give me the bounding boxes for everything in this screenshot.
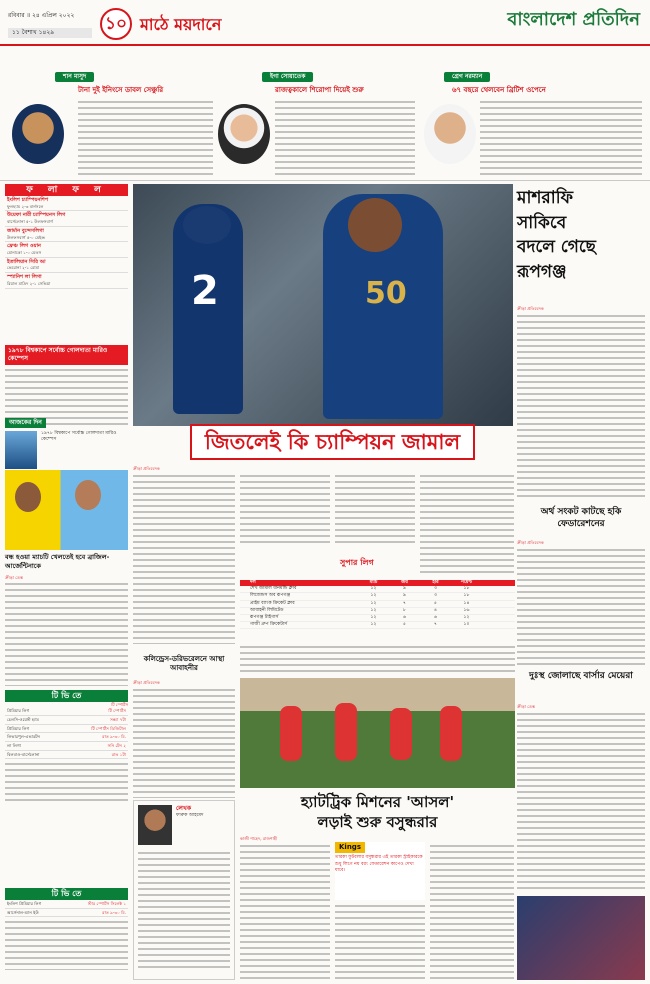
cell: ১২ (370, 593, 377, 599)
today-text: ১৯৭৮ বিশ্বকাপে সর্বোচ্চ গোলদাতা মারিও কেম্পেস (41, 431, 117, 443)
cell: ৬ (434, 614, 437, 620)
author-name: ফারুক আহমেদ (176, 813, 204, 819)
cell: ১৪ (463, 600, 470, 606)
table-row (5, 751, 128, 760)
tv-right: রাত ৯-৩০ মি. (102, 734, 126, 740)
result-title: স্প্যানিশ লা লিগা (7, 274, 42, 281)
bottom-body-1 (240, 844, 330, 980)
cell: ৭ (434, 622, 437, 628)
tv-left: আর্সেনাল-ম্যান ইউ (7, 909, 39, 915)
tv-header: টি ভি তে (5, 888, 128, 900)
result-title: উয়েফা নারী চ্যাম্পিয়নস লিগ (7, 212, 66, 219)
cell: ৩ (434, 593, 437, 599)
side-headline (517, 186, 645, 285)
result-detail: বার্সেলোনা ৫-১ উলফসবার্গ (7, 219, 53, 225)
football-photo (240, 678, 515, 788)
result-detail: মোনাকো ১-০ মেতস (7, 250, 42, 256)
newspaper-logo (507, 8, 640, 32)
side-byline: ক্রীড়া প্রতিবেদক (517, 306, 544, 311)
cell: ১৮ (463, 586, 470, 592)
table-row (240, 601, 515, 608)
cell: ১২ (370, 614, 377, 620)
cell: ১২ (370, 586, 377, 592)
jersey-number: 2 (191, 268, 219, 314)
table-row (240, 593, 515, 600)
col-header: দল (250, 580, 256, 585)
barca-byline: ক্রীড়া ডেস্ক (517, 704, 536, 709)
cell: ১২ (370, 622, 377, 628)
tv-left: চেলসি-ওয়েস্ট হ্যাম (7, 717, 39, 723)
cell: লিজেন্ডস অব রূপগঞ্জ (250, 593, 291, 599)
bottom-headline-1: হ্যাটট্রিক মিশনের 'আসল' (300, 793, 455, 811)
bottom-body-2 (335, 904, 425, 980)
result-detail: উলফসবার্গ ৫-০ মেইঞ্জ (7, 234, 45, 240)
left-story-headline: ১৯৭৮ বিশ্বকাপে সর্বোচ্চ গোলদাতা মারিও কেম্পেস (5, 345, 128, 365)
sponsor-logo: Kings (335, 842, 365, 853)
player-face (348, 198, 402, 252)
result-title: ইংলিশ চ্যাম্পিয়নশিপ (7, 197, 49, 203)
cell: ১৬ (463, 607, 470, 613)
side-body (517, 314, 645, 500)
bottom-headline (240, 792, 515, 833)
top-body-3 (480, 100, 642, 176)
tv-right: স্টার স্পোর্টস সিলেক্ট ১ (87, 901, 126, 906)
top-chip-1: শান মাসুদ (55, 72, 94, 82)
result-detail: ভেরোনা ২-১ রোমা (7, 265, 40, 271)
tv-box (5, 690, 128, 802)
cell: ১২ (370, 600, 377, 606)
jersey-number: 50 (365, 276, 407, 311)
player-figure (280, 706, 302, 761)
cell: আবাহনী লিমিটেড (250, 607, 284, 613)
player-face (75, 480, 101, 510)
table-title: সুপার লিগ (340, 558, 374, 567)
list-item (5, 211, 128, 226)
list-item (5, 258, 128, 273)
bottom-headline-2: লড়াই শুরু বসুন্ধরার (317, 813, 438, 832)
tv-right: টি স্পোর্টস ডিজিটাল (91, 725, 126, 731)
barca-photo (517, 896, 645, 980)
main-body-5 (240, 645, 515, 675)
tv-extra (5, 762, 128, 802)
standings-table (240, 580, 515, 629)
table-row (5, 742, 128, 751)
main-body-3 (335, 474, 415, 544)
top-headline-1: টানা দুই ইনিংসে ডাবল সেঞ্চুরি (78, 86, 164, 94)
top-headline-3: ৬৭ বছরে থেলবেন ব্রিটিশ ওপেনে (452, 86, 546, 94)
neymar-body (5, 582, 128, 686)
bottom-body-3 (430, 844, 514, 980)
tv-box-2 (5, 888, 128, 970)
table-row (5, 707, 128, 716)
player-figure (390, 708, 412, 760)
cell: ৬ (403, 614, 406, 620)
tv-header: টি ভি তে (5, 690, 128, 702)
hockey-byline: ক্রীড়া প্রতিবেদক (517, 540, 544, 545)
table-row (5, 733, 128, 742)
hockey-body (517, 548, 645, 666)
helmet (183, 206, 231, 244)
barca-body (517, 712, 645, 892)
cell: ১২ (463, 614, 470, 620)
cell: রূপগঞ্জ টাইগার্স (250, 614, 279, 620)
page-number: ১০ (100, 8, 132, 40)
top-body-1 (78, 100, 213, 176)
results-header: ফ লা ফ ল (5, 184, 128, 196)
football-headline: কলিন্ড্রেস-ডরিভরেলনে আস্থা আবাহনীর (143, 655, 225, 673)
results-box (5, 184, 128, 289)
side-headline-line: মাশরাফি (517, 188, 573, 208)
today-label: আজকের দিন (5, 418, 46, 428)
tv-left: প্রিমিয়ার লিগ (7, 708, 30, 714)
table-row (5, 716, 128, 725)
cell: ১০ (463, 622, 470, 628)
player-face (15, 482, 41, 512)
result-detail: রিয়াল মাদ্রিদ ২-১ সেভিয়া (7, 280, 51, 286)
table-row (240, 622, 515, 629)
player-figure (440, 706, 462, 761)
tv-right: রাত ১টা (111, 751, 126, 757)
kempes-photo (5, 431, 37, 469)
main-body-2 (240, 474, 330, 544)
side-headline-line: বদলে গেছে (517, 237, 596, 258)
page-header (0, 0, 650, 58)
main-headline: জিতলেই কি চ্যাম্পিয়ন জামাল (190, 424, 475, 460)
side-headline-line: সাকিবে (517, 212, 567, 233)
cell: ৮ (403, 607, 406, 613)
section-title: মাঠে ময়দানে (140, 15, 222, 34)
result-title: ফ্রেঞ্চ লিগ ওয়ান (7, 243, 41, 250)
cell: শেখ জামাল ধানমন্ডি ক্লাব (250, 586, 297, 592)
cell: গাজী গ্রুপ ক্রিকেটার্স (250, 622, 288, 628)
player-photo-3 (424, 104, 476, 164)
cell: ৪ (434, 607, 437, 613)
author-photo (138, 805, 172, 845)
tv2-extra (5, 920, 128, 970)
top-headline-2: রাজত্বকালে শিরোপা দিয়েই শুরু (275, 86, 364, 94)
tv-right: টি স্পোর্টস (108, 708, 126, 714)
author-box (133, 800, 235, 980)
top-body-2 (275, 100, 415, 176)
author-label: লেখক (176, 805, 192, 812)
date-line-1: রবিবার ॥ ২৪ এপ্রিল ২০২২ (8, 12, 75, 19)
neymar-messi-photo (5, 470, 128, 550)
top-strip (0, 62, 650, 180)
tv-left: ইংলিশ প্রিমিয়ার লিগ (7, 901, 42, 906)
result-detail: ফুলহ্যাম ২-৩ বার্নসলে (7, 203, 44, 209)
main-photo (133, 184, 513, 426)
tv-right: সনি টেন ২ (107, 743, 126, 749)
result-title: জার্মান বুন্দেসলিগা (7, 227, 44, 234)
neymar-headline: বন্ধ হওয়া ম্যাচটি খেলতেই হবে ব্রাজিল-আর্জেন্টিনাকে (5, 553, 110, 570)
top-chip-3: গ্রেগ নরম্যান (444, 72, 490, 82)
logo-text: বাংলাদেশ প্রতিদিন (507, 9, 640, 30)
bottom-byline: কাজী শাহেদ, রাজশাহী (240, 836, 278, 841)
tv-left: বিলবাও-বার্সেলোনা (7, 751, 40, 757)
promo-box (335, 842, 425, 900)
result-title: ইতালিয়ান সিরি আ (7, 258, 46, 265)
cell: ১২ (370, 607, 377, 613)
table-row (5, 909, 128, 918)
cell: ৩ (434, 586, 437, 592)
main-body-4 (420, 474, 514, 574)
divider (0, 180, 650, 181)
list-item (5, 242, 128, 257)
cell: ৯ (403, 586, 406, 592)
date-line-2: ১১ বৈশাখ ১৪২৯ (8, 28, 92, 38)
cell: ৭ (403, 600, 406, 606)
football-byline: ক্রীড়া প্রতিবেদক (133, 680, 160, 685)
list-item (5, 196, 128, 211)
tv-left: লিভারপুল-এভারটন (7, 734, 41, 740)
tv-right: রাত ৯-৩০ মি. (102, 909, 126, 915)
col-header: জয় (401, 580, 408, 585)
player-photo-1 (12, 104, 64, 164)
barca-headline: দুঃস্থ জোলাছে বার্সার মেয়েরা (529, 671, 633, 681)
top-chip-2: ইগা সোয়াতেক (262, 72, 313, 82)
main-byline: ক্রীড়া প্রতিবেদক (133, 466, 160, 471)
left-story (5, 345, 128, 428)
cell: ৯ (403, 593, 406, 599)
table-row (240, 608, 515, 615)
list-item (5, 227, 128, 242)
col-header: ম্যাচ (369, 580, 378, 585)
cell: প্রাইম ব্যাংক ক্রিকেট ক্লাব (250, 600, 295, 606)
cell: ৫ (434, 600, 437, 606)
list-item (5, 273, 128, 288)
today-box (5, 418, 128, 476)
table-row (5, 900, 128, 909)
col-header: হার (432, 580, 439, 585)
football-body (133, 688, 235, 798)
player-photo-2 (218, 104, 270, 164)
player-figure (335, 703, 357, 761)
col-header: পয়েন্ট (460, 580, 473, 585)
promo-text: তারকা ফুটবলার বসুন্ধরার এই তারকা স্ট্রাইকারকে শুধু লিগে নয় বরং ফেডারেশন কাপেও দেখা যাবে। (335, 855, 423, 873)
header-rule (0, 44, 650, 46)
side-headline-line: রূপগঞ্জ (517, 261, 567, 282)
main-body-1 (133, 474, 235, 644)
cell: ৫ (403, 622, 406, 628)
hockey-headline: অর্থ সংকট কাটছে হকি ফেডারেশনের (540, 507, 622, 530)
tv-sports-label: টি স্পোর্টস (111, 702, 128, 707)
cell: ১৮ (463, 593, 470, 599)
tv-left: প্রিমিয়ার লিগ (7, 725, 30, 731)
author-body (138, 851, 230, 971)
neymar-byline: ক্রীড়া ডেস্ক (5, 575, 24, 580)
tv-left: লা লিগা (7, 743, 21, 749)
table-row (5, 725, 128, 734)
tv-right: সন্ধ্যা ৭টা (109, 717, 126, 723)
